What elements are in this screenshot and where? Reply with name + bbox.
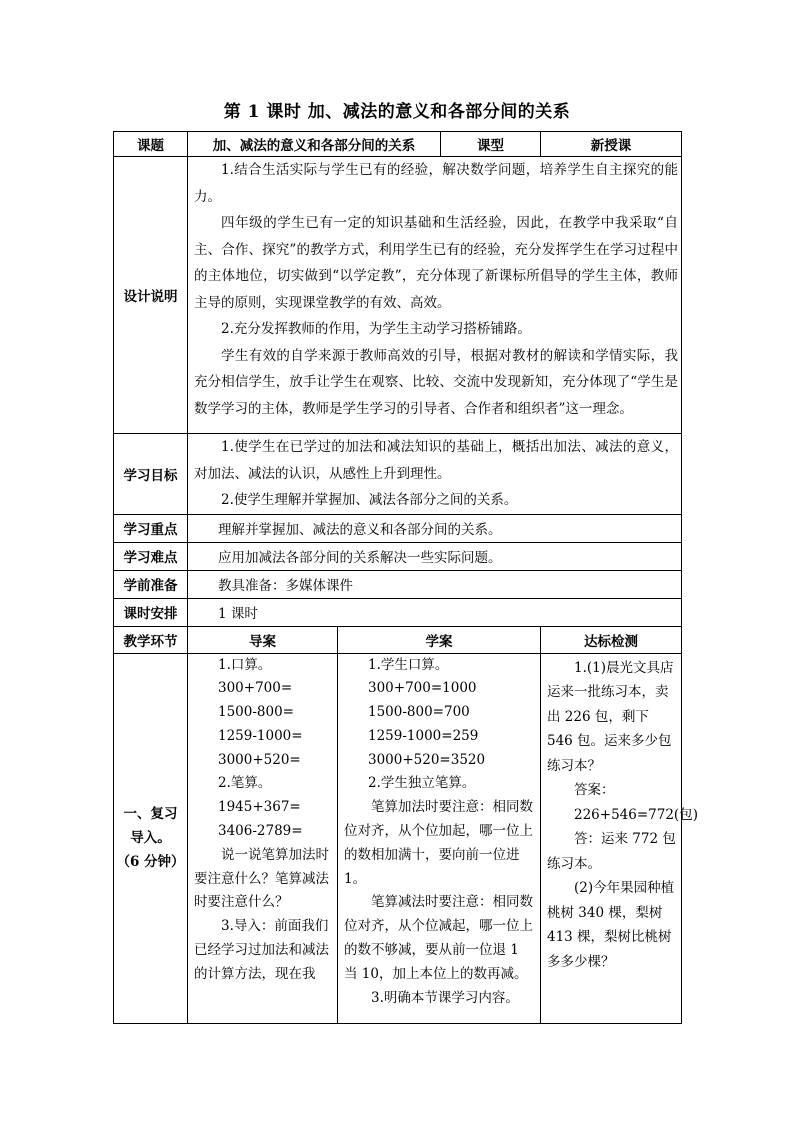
type-value: 新授课 (541, 132, 682, 157)
topic-label: 课题 (114, 132, 188, 157)
guide-header: 导案 (188, 626, 338, 653)
key-point-label: 学习重点 (114, 514, 188, 542)
check-para: 答：运来 772 包练习本。 (547, 831, 676, 872)
prep-label: 学前准备 (114, 570, 188, 598)
goals-row (114, 434, 682, 515)
check-para: 答案： (574, 782, 615, 798)
guide-para: 3.导入：前面我们已经学习过加法和减法的计算方法，现在我 (194, 918, 329, 982)
lesson-plan-table (113, 131, 698, 1024)
guide-para: 说一说笔算加法时要注意什么？笔算减法时要注意什么？ (194, 846, 329, 911)
guide-line: 300+700= (218, 680, 293, 697)
study-line: 1259-1000=259 (368, 727, 479, 744)
guide-line: 3406-2789= (218, 823, 303, 840)
goals-content (188, 434, 682, 515)
guide-line: 2.笔算。 (218, 775, 272, 792)
check-para: 226+546=772(包) (574, 806, 698, 823)
stage1-name-line: 一、复习 (123, 806, 178, 822)
stage1-name-line: 导入。 (130, 830, 171, 846)
design-para: 学生有效的自学来源于教师高效的引导，根据对教材的解读和学情实际，我充分相信学生，放手让学生在观察、比较、交流中发现新知，充分体现了“学生是数学学习的主体，教师是学生学习的引导者、合作者和组织者”这一理念。 (194, 347, 678, 417)
check-para: 1.(1)晨光文具店运来一批练习本，卖出 226 包，剩下 546 包。运来多少包练习本？ (547, 659, 674, 774)
key-point-row (114, 514, 682, 542)
column-header-row (114, 626, 682, 653)
study-line: 1500-800=700 (368, 704, 470, 721)
difficulty-value: 应用加减法各部分间的关系解决一些实际问题。 (188, 542, 682, 570)
schedule-value: 1 课时 (188, 598, 682, 626)
stage1-guide (188, 653, 338, 1023)
header-row (114, 132, 682, 157)
prep-row (114, 570, 682, 598)
goals-para: 1.使学生在已学过的加法和减法知识的基础上，概括出加法、减法的意义，对加法、减法的认识，从感性上升到理性。 (194, 439, 678, 482)
study-header: 学案 (338, 626, 541, 653)
difficulty-label: 学习难点 (114, 542, 188, 570)
difficulty-row (114, 542, 682, 570)
study-para: 笔算加法时要注意：相同数位对齐，从个位加起，哪一位上的数相加满十，要向前一位进 1。 (344, 799, 533, 887)
schedule-row (114, 598, 682, 626)
stage1-row (114, 653, 682, 1023)
stage1-name (114, 653, 188, 1023)
key-point-value: 理解并掌握加、减法的意义和各部分间的关系。 (188, 514, 682, 542)
study-para: 3.明确本节课学习内容。 (371, 989, 519, 1006)
guide-line: 1500-800= (218, 704, 294, 721)
page-title: 第 1 课时 加、减法的意义和各部分间的关系 (223, 102, 571, 122)
goals-label: 学习目标 (114, 434, 188, 515)
design-content (188, 157, 682, 434)
design-para: 1.结合生活实际与学生已有的经验，解决数学问题，培养学生自主探究的能力。 (194, 162, 678, 205)
stage1-name-line: （6 分钟） (116, 854, 185, 870)
design-para: 2.充分发挥教师的作用，为学生主动学习搭桥铺路。 (221, 321, 531, 337)
type-label: 课型 (441, 132, 541, 157)
design-para: 四年级的学生已有一定的知识基础和生活经验，因此，在教学中我采取“自主、合作、探究”的教学方式，利用学生已有的经验，充分发挥学生在学习过程中的主体地位，切实做到“以学定教”，充分体现了新课标所倡导的学生主体，教师主导的原则，实现课堂教学的有效、高效。 (194, 215, 678, 311)
guide-line: 1945+367= (218, 799, 301, 816)
study-para: 笔算减法时要注意：相同数位对齐，从个位减起，哪一位上的数不够减，要从前一位退 1 当 10，加上本位上的数再减。 (344, 894, 533, 982)
design-label: 设计说明 (114, 157, 188, 434)
stage1-check (541, 653, 698, 1023)
stage-header: 教学环节 (114, 626, 188, 653)
guide-line: 1.口算。 (218, 656, 272, 673)
stage1-study (338, 653, 541, 1023)
prep-value: 教具准备：多媒体课件 (188, 570, 682, 598)
schedule-label: 课时安排 (114, 598, 188, 626)
design-row (114, 157, 682, 434)
check-para: (2)今年果园种植桃树 340 棵，梨树 413 棵，梨树比桃树多多少棵？ (547, 880, 675, 970)
goals-para: 2.使学生理解并掌握加、减法各部分之间的关系。 (221, 492, 518, 508)
guide-line: 3000+520= (218, 751, 301, 768)
study-line: 2.学生独立笔算。 (368, 775, 476, 792)
study-line: 1.学生口算。 (368, 656, 449, 673)
guide-line: 1259-1000= (218, 727, 303, 744)
check-header: 达标检测 (541, 626, 682, 653)
study-line: 300+700=1000 (368, 680, 477, 697)
study-line: 3000+520=3520 (368, 751, 486, 768)
topic-value: 加、减法的意义和各部分间的关系 (188, 132, 441, 157)
